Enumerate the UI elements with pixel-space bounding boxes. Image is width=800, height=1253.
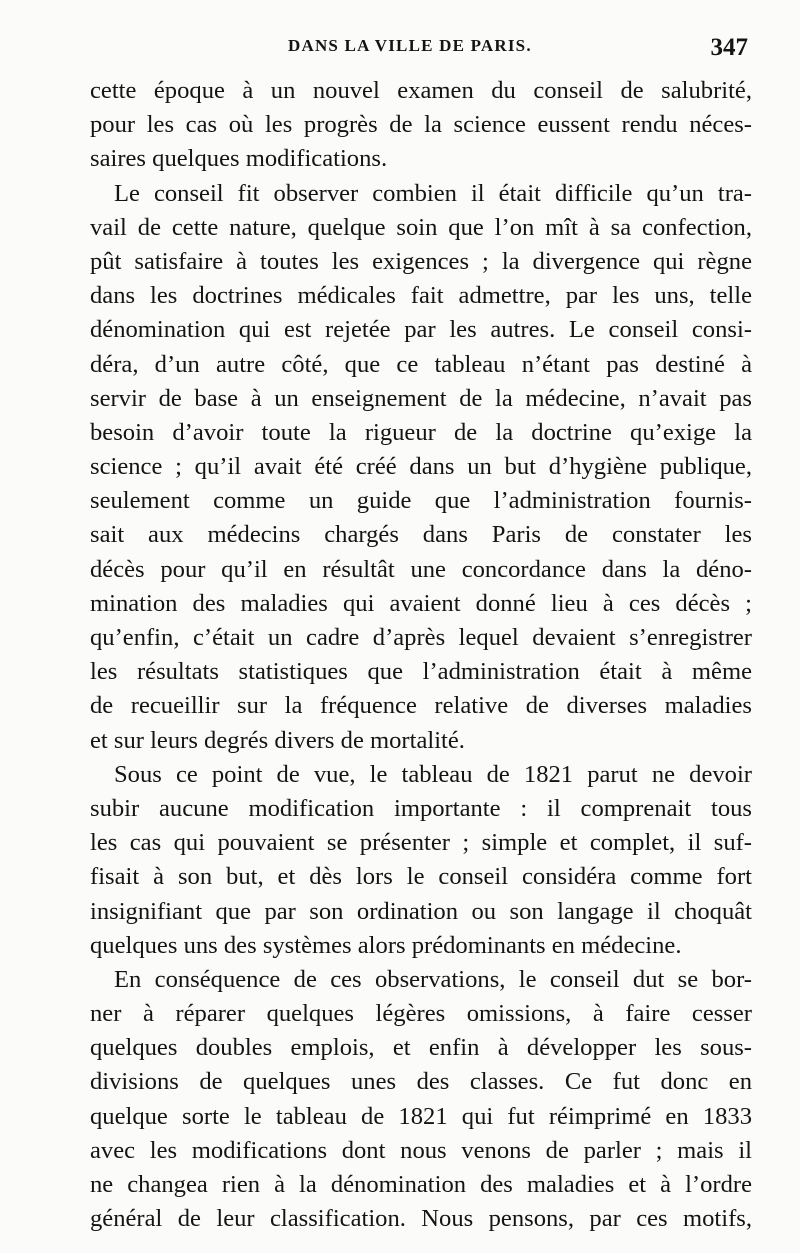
- text-line: Sous ce point de vue, le tableau de 1821 parut ne devoir: [114, 760, 752, 788]
- text-line: quelque sorte le tableau de 1821 qui fut réimprimé en 1833: [90, 1102, 752, 1130]
- running-head: [90, 34, 750, 62]
- text-line: besoin d’avoir toute la rigueur de la doctrine qu’exige la: [90, 418, 752, 446]
- text-line: sait aux médecins chargés dans Paris de constater les: [90, 521, 752, 549]
- text-line: fisait à son but, et dès lors le conseil considéra comme fort: [90, 863, 752, 891]
- text-line: servir de base à un enseignement de la médecine, n’avait pas: [90, 384, 752, 412]
- running-title: DANS LA VILLE DE PARIS.: [288, 36, 532, 55]
- text-line: de recueillir sur la fréquence relative de diverses maladies: [90, 692, 752, 720]
- text-line: pour les cas où les progrès de la science eussent rendu néces-: [90, 111, 752, 139]
- text-line: dans les doctrines médicales fait admettre, par les uns, telle: [90, 282, 752, 310]
- text-line: cette époque à un nouvel examen du conseil de salubrité,: [90, 77, 752, 104]
- text-line: dénomination qui est rejetée par les autres. Le conseil consi-: [90, 316, 752, 344]
- page-number: 347: [710, 34, 748, 61]
- text-line: insignifiant que par son ordination ou son langage il choquât: [90, 897, 752, 925]
- text-line: mination des maladies qui avaient donné lieu à ces décès ;: [90, 589, 752, 617]
- text-line: ne changea rien à la dénomination des maladies et à l’ordre: [90, 1171, 752, 1198]
- text-line: quelques uns des systèmes alors prédominants en médecine.: [90, 931, 682, 959]
- text-line: les résultats statistiques que l’administration était à même: [90, 658, 752, 686]
- body-text: [90, 74, 752, 1236]
- text-line: pût satisfaire à toutes les exigences ; la divergence qui règne: [90, 247, 752, 275]
- text-line: qu’enfin, c’était un cadre d’après lequel devaient s’enregistrer: [90, 624, 752, 651]
- text-line: saires quelques modifications.: [90, 145, 388, 173]
- text-line: Le conseil fit observer combien il était difficile qu’un tra-: [114, 179, 752, 207]
- text-line: les cas qui pouvaient se présenter ; simple et complet, il suf-: [90, 829, 752, 857]
- text-line: décès pour qu’il en résultât une concordance dans la déno-: [90, 555, 752, 583]
- text-line: et sur leurs degrés divers de mortalité.: [90, 726, 465, 754]
- text-line: général de leur classification. Nous pensons, par ces motifs,: [90, 1205, 752, 1233]
- text-line: ner à réparer quelques légères omissions, à faire cesser: [90, 1000, 752, 1028]
- text-line: En conséquence de ces observations, le conseil dut se bor-: [114, 965, 752, 993]
- text-line: vail de cette nature, quelque soin que l’on mît à sa confection,: [90, 213, 752, 241]
- text-line: avec les modifications dont nous venons de parler ; mais il: [90, 1136, 752, 1164]
- text-line: science ; qu’il avait été créé dans un but d’hygiène publique,: [90, 453, 752, 481]
- text-line: seulement comme un guide que l’administration fournis-: [90, 487, 752, 515]
- text-line: subir aucune modification importante : il comprenait tous: [90, 794, 752, 822]
- text-line: déra, d’un autre côté, que ce tableau n’étant pas destiné à: [90, 350, 752, 378]
- text-line: divisions de quelques unes des classes. Ce fut donc en: [90, 1068, 752, 1096]
- text-line: quelques doubles emplois, et enfin à développer les sous-: [90, 1034, 752, 1062]
